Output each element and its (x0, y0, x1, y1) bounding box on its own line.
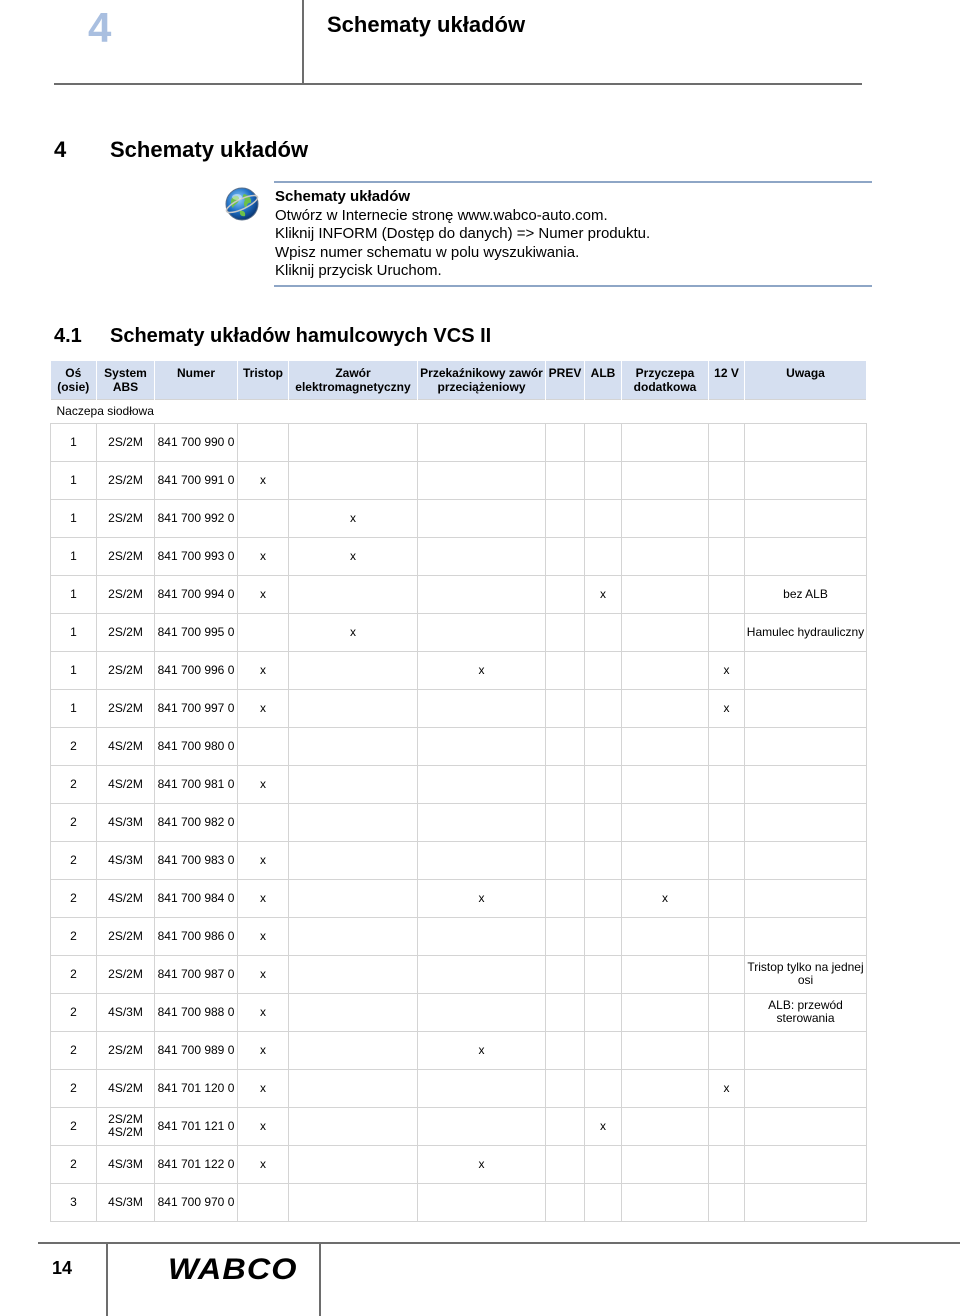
table-cell (289, 955, 418, 993)
info-box-line: Kliknij przycisk Uruchom. (275, 262, 442, 280)
table-cell (546, 423, 585, 461)
table-cell (418, 765, 546, 803)
table-cell (622, 461, 709, 499)
table-cell (418, 537, 546, 575)
table-cell (546, 499, 585, 537)
table-cell (289, 993, 418, 1031)
table-cell (546, 1107, 585, 1145)
table-cell: x (238, 1069, 289, 1107)
table-cell (709, 841, 745, 879)
table-cell: 2S/2M (97, 537, 155, 575)
table-cell (418, 1069, 546, 1107)
table-cell: 2 (51, 1031, 97, 1069)
table-row (51, 841, 867, 879)
table-cell: 4S/2M (97, 765, 155, 803)
table-cell (289, 1069, 418, 1107)
table-cell: 2S/2M (97, 955, 155, 993)
table-cell (546, 537, 585, 575)
subsection-number: 4.1 (54, 325, 82, 347)
footer-divider (106, 1242, 108, 1316)
table-cell (289, 1031, 418, 1069)
table-cell (238, 1183, 289, 1221)
table-row (51, 1145, 867, 1183)
table-cell (585, 841, 622, 879)
table-cell (622, 765, 709, 803)
table-cell (546, 955, 585, 993)
table-row (51, 1069, 867, 1107)
table-cell: 4S/3M (97, 1145, 155, 1183)
page-number: 14 (52, 1258, 73, 1278)
table-cell (418, 613, 546, 651)
table-cell: 2 (51, 727, 97, 765)
table-cell: 841 700 992 0 (155, 499, 238, 537)
table-cell (745, 727, 867, 765)
table-cell: 841 700 987 0 (155, 955, 238, 993)
table-cell (546, 727, 585, 765)
table-row (51, 423, 867, 461)
info-box-top-rule (274, 181, 872, 183)
table-cell: 3 (51, 1183, 97, 1221)
table-cell: 2 (51, 955, 97, 993)
table-cell: x (289, 499, 418, 537)
table-cell (745, 651, 867, 689)
table-cell: 841 701 121 0 (155, 1107, 238, 1145)
table-cell (418, 575, 546, 613)
wabco-logo: WABCO (168, 1253, 298, 1286)
table-cell (289, 1145, 418, 1183)
table-cell (745, 1145, 867, 1183)
table-cell: 841 700 995 0 (155, 613, 238, 651)
section-number: 4 (54, 137, 67, 162)
table-cell: 4S/3M (97, 841, 155, 879)
table-cell (709, 461, 745, 499)
table-cell: x (238, 993, 289, 1031)
table-cell (585, 993, 622, 1031)
table-row (51, 803, 867, 841)
column-header: Oś (osie) (51, 361, 97, 399)
table-cell: x (238, 1107, 289, 1145)
table-cell (585, 1183, 622, 1221)
table-cell: 2 (51, 1069, 97, 1107)
table-cell (546, 1031, 585, 1069)
table-cell: 841 700 986 0 (155, 917, 238, 955)
table-cell (585, 1069, 622, 1107)
table-cell: x (238, 537, 289, 575)
table-cell (622, 955, 709, 993)
table-cell: 2S/2M (97, 651, 155, 689)
table-cell (585, 537, 622, 575)
table-row (51, 461, 867, 499)
table-cell (289, 575, 418, 613)
table-cell (709, 917, 745, 955)
table-cell: 2 (51, 765, 97, 803)
table-cell (622, 689, 709, 727)
table-cell: 841 701 120 0 (155, 1069, 238, 1107)
table-cell (289, 689, 418, 727)
table-cell: x (238, 917, 289, 955)
table-cell (585, 1145, 622, 1183)
table-cell: 841 700 982 0 (155, 803, 238, 841)
table-header-row (51, 361, 867, 399)
table-cell (745, 803, 867, 841)
table-cell (622, 1145, 709, 1183)
table-cell (238, 423, 289, 461)
table-cell: 2 (51, 1145, 97, 1183)
column-header: 12 V (709, 361, 745, 399)
table-cell (289, 461, 418, 499)
table-cell: 1 (51, 499, 97, 537)
table-cell (622, 499, 709, 537)
table-cell: x (709, 689, 745, 727)
table-cell: x (418, 651, 546, 689)
table-row (51, 537, 867, 575)
table-cell (709, 879, 745, 917)
table-cell: 4S/2M (97, 727, 155, 765)
table-cell: 841 700 991 0 (155, 461, 238, 499)
table-cell: x (418, 1145, 546, 1183)
table-cell (745, 879, 867, 917)
table-row (51, 879, 867, 917)
table-cell (745, 841, 867, 879)
globe-icon (224, 186, 260, 222)
table-row (51, 765, 867, 803)
table-cell: x (585, 575, 622, 613)
table-cell (745, 423, 867, 461)
table-cell: 4S/2M (97, 879, 155, 917)
table-cell (585, 613, 622, 651)
table-cell (585, 803, 622, 841)
table-cell (709, 1107, 745, 1145)
table-cell: 841 700 984 0 (155, 879, 238, 917)
info-box-line: Wpisz numer schematu w polu wyszukiwania. (275, 243, 580, 261)
table-cell (238, 803, 289, 841)
table-cell (546, 689, 585, 727)
table-cell: x (238, 841, 289, 879)
table-cell (585, 879, 622, 917)
table-cell (585, 917, 622, 955)
table-cell (709, 1031, 745, 1069)
section-title: Schematy układów (110, 137, 309, 162)
table-cell (238, 727, 289, 765)
column-header: ALB (585, 361, 622, 399)
table-cell (585, 727, 622, 765)
table-cell (709, 993, 745, 1031)
table-cell (622, 423, 709, 461)
table-cell (622, 613, 709, 651)
table-cell: x (238, 879, 289, 917)
table-cell (622, 727, 709, 765)
table-row (51, 917, 867, 955)
schematics-table (50, 361, 867, 1222)
table-cell (418, 993, 546, 1031)
table-row (51, 1031, 867, 1069)
table-cell (546, 1183, 585, 1221)
table-cell (289, 803, 418, 841)
table-cell (622, 651, 709, 689)
table-cell (289, 727, 418, 765)
column-header: System ABS (97, 361, 155, 399)
table-cell: 1 (51, 613, 97, 651)
table-cell: 2 (51, 841, 97, 879)
table-cell (709, 537, 745, 575)
table-cell: 2 (51, 1107, 97, 1145)
table-cell (289, 879, 418, 917)
table-cell (745, 917, 867, 955)
table-cell (622, 575, 709, 613)
table-cell (238, 613, 289, 651)
table-cell: 841 700 993 0 (155, 537, 238, 575)
table-cell: 841 700 980 0 (155, 727, 238, 765)
table-cell: 2 (51, 917, 97, 955)
table-cell: 2S/2M (97, 461, 155, 499)
table-cell (546, 461, 585, 499)
column-header: Przyczepa dodatkowa (622, 361, 709, 399)
table-cell: x (238, 689, 289, 727)
table-group-row (51, 399, 867, 423)
table-cell: 2S/2M (97, 499, 155, 537)
table-cell: x (709, 1069, 745, 1107)
table-cell: 2S/2M (97, 575, 155, 613)
info-box-line: Otwórz w Internecie stronę www.wabco-auto.com. (275, 206, 608, 224)
table-cell (585, 651, 622, 689)
table-cell (745, 689, 867, 727)
table-cell: 841 700 997 0 (155, 689, 238, 727)
table-cell (585, 1031, 622, 1069)
table-cell (709, 803, 745, 841)
column-header: Przekaźnikowy zawór przeciążeniowy (418, 361, 546, 399)
table-body (51, 423, 867, 1221)
table-cell: 841 700 983 0 (155, 841, 238, 879)
chapter-number: 4 (88, 4, 112, 51)
table-cell (745, 537, 867, 575)
table-cell: 1 (51, 537, 97, 575)
table-cell: 2S/2M (97, 423, 155, 461)
table-cell (418, 1183, 546, 1221)
column-header: Tristop (238, 361, 289, 399)
table-row (51, 727, 867, 765)
table-cell: x (238, 575, 289, 613)
table-cell (709, 1183, 745, 1221)
table-cell: 2 (51, 879, 97, 917)
table-cell (585, 765, 622, 803)
table-cell: x (418, 1031, 546, 1069)
table-cell (418, 803, 546, 841)
table-cell (745, 1183, 867, 1221)
table-cell (546, 993, 585, 1031)
table-cell: 841 700 988 0 (155, 993, 238, 1031)
table-row (51, 955, 867, 993)
table-cell (546, 613, 585, 651)
table-cell: x (418, 879, 546, 917)
table-cell (418, 689, 546, 727)
table-cell (418, 423, 546, 461)
footer-rule (38, 1242, 960, 1244)
table-cell: ALB: przewód sterowania (745, 993, 867, 1031)
table-cell: 841 700 990 0 (155, 423, 238, 461)
table-cell: x (238, 461, 289, 499)
table-cell: x (585, 1107, 622, 1145)
table-row (51, 1107, 867, 1145)
header-rule (54, 83, 862, 85)
table-cell (622, 841, 709, 879)
column-header: Zawór elektromagnetyczny (289, 361, 418, 399)
column-header: PREV (546, 361, 585, 399)
table-cell (622, 1031, 709, 1069)
group-label: Naczepa siodłowa (51, 399, 867, 423)
table-cell (238, 499, 289, 537)
table-cell (709, 1145, 745, 1183)
table-cell (622, 1183, 709, 1221)
table-cell: x (289, 613, 418, 651)
table-cell (418, 1107, 546, 1145)
table-cell (546, 765, 585, 803)
table-cell (622, 1107, 709, 1145)
table-cell (585, 955, 622, 993)
table-row (51, 993, 867, 1031)
table-cell: 4S/3M (97, 993, 155, 1031)
info-box-bottom-rule (274, 285, 872, 287)
table-cell: 4S/3M (97, 803, 155, 841)
table-cell: x (238, 1031, 289, 1069)
table-cell (745, 765, 867, 803)
table-cell (546, 575, 585, 613)
table-cell: x (622, 879, 709, 917)
table-cell: 841 700 970 0 (155, 1183, 238, 1221)
table-row (51, 689, 867, 727)
table-cell (745, 1031, 867, 1069)
table-cell (622, 803, 709, 841)
info-box-title: Schematy układów (275, 188, 411, 205)
table-cell: x (238, 955, 289, 993)
table-cell (546, 651, 585, 689)
table-cell (546, 879, 585, 917)
table-cell (745, 1107, 867, 1145)
table-cell: 841 700 996 0 (155, 651, 238, 689)
table-cell: bez ALB (745, 575, 867, 613)
table-cell: x (238, 651, 289, 689)
table-cell: Hamulec hydrauliczny (745, 613, 867, 651)
table-cell (585, 689, 622, 727)
table-cell (622, 537, 709, 575)
table-cell (709, 575, 745, 613)
table-cell (546, 841, 585, 879)
table-cell (418, 461, 546, 499)
header-divider (302, 0, 304, 84)
table-cell: 4S/2M (97, 1069, 155, 1107)
table-cell (585, 423, 622, 461)
table-cell (709, 613, 745, 651)
table-cell: 841 700 994 0 (155, 575, 238, 613)
table-cell: x (238, 765, 289, 803)
chapter-title: Schematy układów (327, 12, 526, 37)
table-cell: 2S/2M (97, 689, 155, 727)
table-row (51, 499, 867, 537)
table-cell (289, 841, 418, 879)
table-cell (709, 499, 745, 537)
column-header: Numer (155, 361, 238, 399)
table-cell: 2S/2M (97, 613, 155, 651)
table-row (51, 651, 867, 689)
table-cell (709, 955, 745, 993)
table-cell (622, 917, 709, 955)
table-cell: x (709, 651, 745, 689)
table-row (51, 575, 867, 613)
table-cell: 841 700 989 0 (155, 1031, 238, 1069)
table-cell (546, 803, 585, 841)
table-cell (585, 461, 622, 499)
table-row (51, 613, 867, 651)
table-cell (546, 1069, 585, 1107)
table-cell (745, 461, 867, 499)
table-cell (289, 917, 418, 955)
table-cell (289, 1107, 418, 1145)
table-cell (418, 499, 546, 537)
info-box-line: Kliknij INFORM (Dostęp do danych) => Numer produktu. (275, 225, 651, 243)
table-cell (745, 499, 867, 537)
table-cell (418, 955, 546, 993)
table-cell: 1 (51, 423, 97, 461)
table-cell: 1 (51, 575, 97, 613)
table-cell (546, 917, 585, 955)
footer-divider (319, 1242, 321, 1316)
column-header: Uwaga (745, 361, 867, 399)
subsection-title: Schematy układów hamulcowych VCS II (110, 325, 492, 347)
table-cell (745, 1069, 867, 1107)
table-cell (622, 993, 709, 1031)
info-box (275, 188, 650, 281)
table-cell: 2S/2M (97, 917, 155, 955)
table-cell: 1 (51, 461, 97, 499)
table-cell (418, 727, 546, 765)
table-cell (585, 499, 622, 537)
table-cell: 841 700 981 0 (155, 765, 238, 803)
table-cell (546, 1145, 585, 1183)
table-cell: x (238, 1145, 289, 1183)
table-cell: 2 (51, 993, 97, 1031)
table-cell (289, 423, 418, 461)
table-cell: 1 (51, 651, 97, 689)
table-cell: 4S/3M (97, 1183, 155, 1221)
table-cell: 2S/2M 4S/2M (97, 1107, 155, 1145)
table-cell: 1 (51, 689, 97, 727)
table-cell (709, 727, 745, 765)
table-cell: Tristop tylko na jednej osi (745, 955, 867, 993)
table-cell: 2 (51, 803, 97, 841)
table-cell (289, 1183, 418, 1221)
table-cell: 2S/2M (97, 1031, 155, 1069)
table-cell: x (289, 537, 418, 575)
table-cell: 841 701 122 0 (155, 1145, 238, 1183)
table-cell (709, 765, 745, 803)
table-cell (418, 841, 546, 879)
table-row (51, 1183, 867, 1221)
table-cell (709, 423, 745, 461)
table-cell (289, 765, 418, 803)
table-cell (622, 1069, 709, 1107)
table-cell (418, 917, 546, 955)
table-cell (289, 651, 418, 689)
